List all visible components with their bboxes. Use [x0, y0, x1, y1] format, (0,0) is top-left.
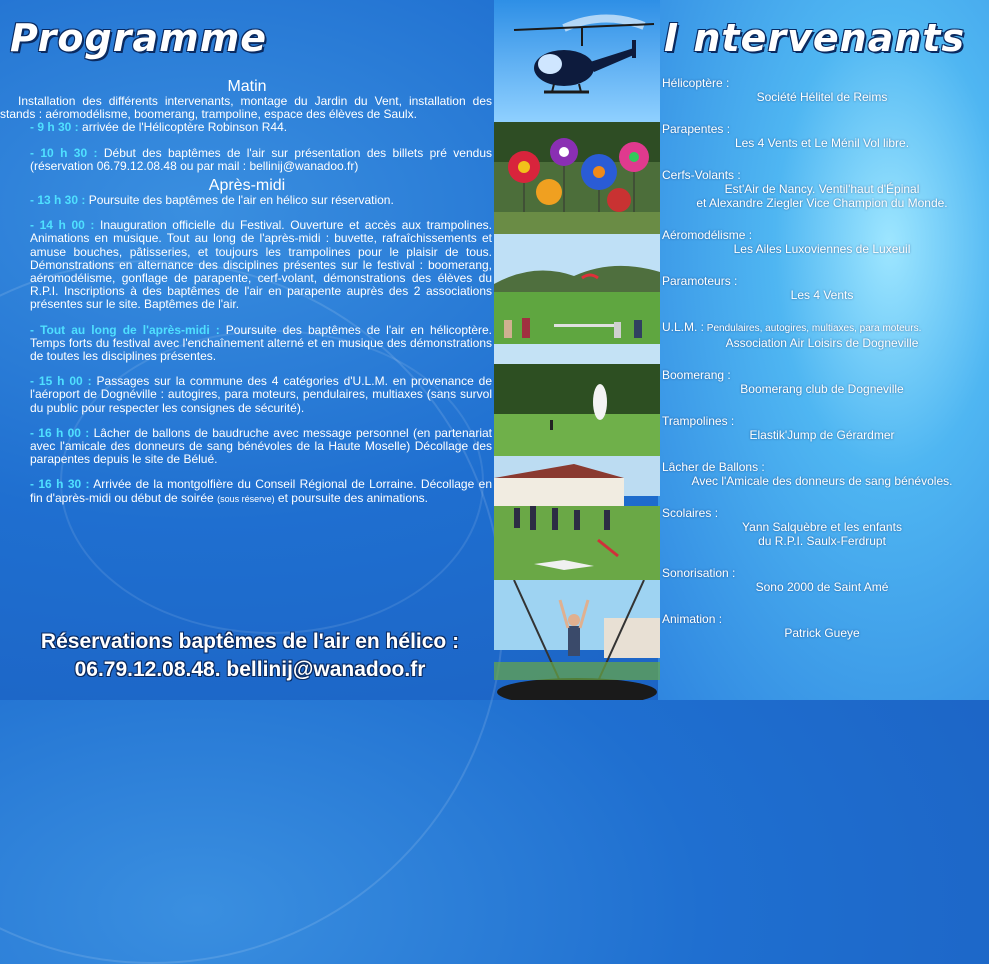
- apres-midi-heading: Après-midi: [208, 177, 286, 195]
- schedule-item: [0, 219, 494, 311]
- kites-photo: [494, 122, 660, 234]
- spacer: [662, 150, 982, 168]
- intervenant-name: Association Air Loisirs de Dogneville: [725, 336, 919, 350]
- schedule-text: arrivée de l'Hélicoptère Robinson R44.: [78, 120, 288, 135]
- schedule-item: [0, 324, 494, 364]
- intervenant-category: Scolaires :: [662, 506, 719, 520]
- intervenant-category: Sonorisation :: [662, 566, 736, 580]
- schedule-time: - 16 h 30 :: [30, 477, 90, 492]
- schedule-text: Arrivée de la montgolfière du Conseil Régional de Lorraine. Décollage en fin d'après-midi ou début de soirée: [30, 477, 493, 505]
- spacer: [662, 104, 982, 122]
- matin-intro: Installation des différents intervenants, montage du Jardin du Vent, installation des stands : aéromodélisme, boomerang, trampoline, espace des élèves de Saulx.: [0, 94, 492, 122]
- intervenant-category: Cerfs-Volants :: [662, 168, 741, 182]
- intervenant-category: Aéromodélisme :: [662, 228, 753, 242]
- schedule-time: - 10 h 30 :: [30, 145, 98, 160]
- schedule-text: Passages sur la commune des 4 catégories d'U.L.M. en provenance de l'aéroport de Dognéville : autogires, para moteurs, pendulaires, multiaxes (sans survol du public pour respecter les consignes de sécurité).: [30, 374, 493, 415]
- schedule-item: [0, 375, 494, 415]
- intervenants-title: I ntervenants: [664, 16, 966, 60]
- schedule-time: - Tout au long de l'après-midi :: [30, 322, 220, 337]
- spacer: [662, 210, 982, 228]
- balloon-field-photo: [494, 344, 660, 456]
- schedule-time: - 9 h 30 :: [30, 120, 79, 135]
- schedule-time: - 13 h 30 :: [30, 193, 86, 208]
- intervenant-name: Société Hélitel de Reims: [756, 90, 888, 104]
- photo-strip: [494, 0, 660, 700]
- schedule-text: Lâcher de ballons de baudruche avec message personnel (en partenariat avec l'amicale des donneurs de sang bénévoles de la Haute Moselle) Décollage des parapentes depuis le site de Bélué.: [30, 425, 492, 467]
- intervenant-category-detail: Pendulaires, autogires, multiaxes, para moteurs.: [704, 323, 922, 334]
- spacer: [662, 256, 982, 274]
- schedule-time: - 14 h 00 :: [30, 218, 95, 233]
- matin-heading: Matin: [227, 78, 267, 95]
- spacer: [662, 350, 982, 368]
- intervenant-name-2: du R.P.I. Saulx-Ferdrupt: [758, 534, 886, 548]
- trampoline-photo: [494, 580, 660, 700]
- intervenant-category: Paramoteurs :: [662, 274, 738, 288]
- reservation-contact: 06.79.12.08.48. bellinij@wanadoo.fr: [74, 658, 426, 681]
- intervenant-name: Elastik'Jump de Gérardmer: [749, 428, 895, 442]
- spacer: [662, 548, 982, 566]
- intervenant-category: U.L.M. :: [662, 320, 705, 334]
- schedule-text: Début des baptêmes de l'air sur présentation des billets pré vendus (réservation 06.79.12.08.48 ou par mail : bellinij@wanadoo.fr): [30, 145, 492, 173]
- intervenant-name: Yann Salquèbre et les enfants: [742, 520, 902, 534]
- intervenant-name-2: et Alexandre Ziegler Vice Champion du Monde.: [696, 196, 948, 210]
- schedule-note: (sous réserve): [217, 493, 275, 504]
- helicopter-photo: [494, 0, 660, 122]
- intervenant-category-ulm: [662, 320, 982, 336]
- schedule-text: Poursuite des baptêmes de l'air en hélicoptère. Temps forts du festival avec l'enchaînement alterné et en musique des démonstrations de toutes les disciplines présentes.: [30, 322, 493, 364]
- schedule-item: [0, 478, 494, 505]
- schedule-time: - 15 h 00 :: [30, 374, 92, 389]
- intervenant-category: Hélicoptère :: [662, 76, 730, 90]
- intervenant-category: Animation :: [662, 612, 723, 626]
- programme-title: Programme: [10, 16, 268, 60]
- spacer: [662, 302, 982, 320]
- schedule-time: - 16 h 00 :: [30, 425, 90, 440]
- intervenant-category: Trampolines :: [662, 414, 735, 428]
- schedule-text-tail: et poursuite des animations.: [274, 490, 429, 505]
- schedule-item: [0, 121, 494, 134]
- intervenant-category: Boomerang :: [662, 368, 731, 382]
- intervenants-section: [662, 76, 982, 640]
- reservation-line-1: Réservations baptêmes de l'air en hélico :: [40, 630, 460, 653]
- intervenant-name: Les 4 Vents et Le Ménil Vol libre.: [734, 136, 910, 150]
- spacer: [662, 488, 982, 506]
- schedule-text: Inauguration officielle du Festival. Ouverture et accès aux trampolines. Animations en musique. Tout au long de l'après-midi : buvette, rafraîchissements et amuse bouches, pâtisseries, et toujours les trampolines pour le plaisir de tous. Démonstrations en alternance des disciplines présentes sur le festival : boomerang, aéromodélisme, gonflage de parapente, cerf-volant, démonstrations des élèves du R.P.I. Inscriptions à des baptêmes de l'air en parapente auprès des 2 associations présentes sur le site. Baptêmes de l'air.: [30, 218, 493, 312]
- reservation-banner: [0, 628, 500, 684]
- intervenant-name: Les Ailes Luxoviennes de Luxeuil: [733, 242, 911, 256]
- programme-section: [0, 78, 494, 506]
- intervenant-name: Les 4 Vents: [790, 288, 854, 302]
- intervenant-name: Avec l'Amicale des donneurs de sang bénévoles.: [691, 474, 953, 488]
- schedule-item: [0, 147, 494, 173]
- intervenant-name: Boomerang club de Dogneville: [740, 382, 904, 396]
- spacer: [662, 594, 982, 612]
- schedule-item: [0, 427, 494, 467]
- schedule-item: [0, 194, 494, 207]
- intervenant-category: Parapentes :: [662, 122, 731, 136]
- intervenant-category: Lâcher de Ballons :: [662, 460, 765, 474]
- schedule-text: Poursuite des baptêmes de l'air en hélico sur réservation.: [85, 193, 394, 208]
- spacer: [662, 396, 982, 414]
- crowd-model-planes-photo: [494, 456, 660, 580]
- paraglider-field-photo: [494, 234, 660, 344]
- spacer: [662, 442, 982, 460]
- intervenant-name: Sono 2000 de Saint Amé: [755, 580, 889, 594]
- intervenant-name: Patrick Gueye: [784, 626, 860, 640]
- intervenant-name: Est'Air de Nancy. Ventil'haut d'Épinal: [724, 182, 920, 196]
